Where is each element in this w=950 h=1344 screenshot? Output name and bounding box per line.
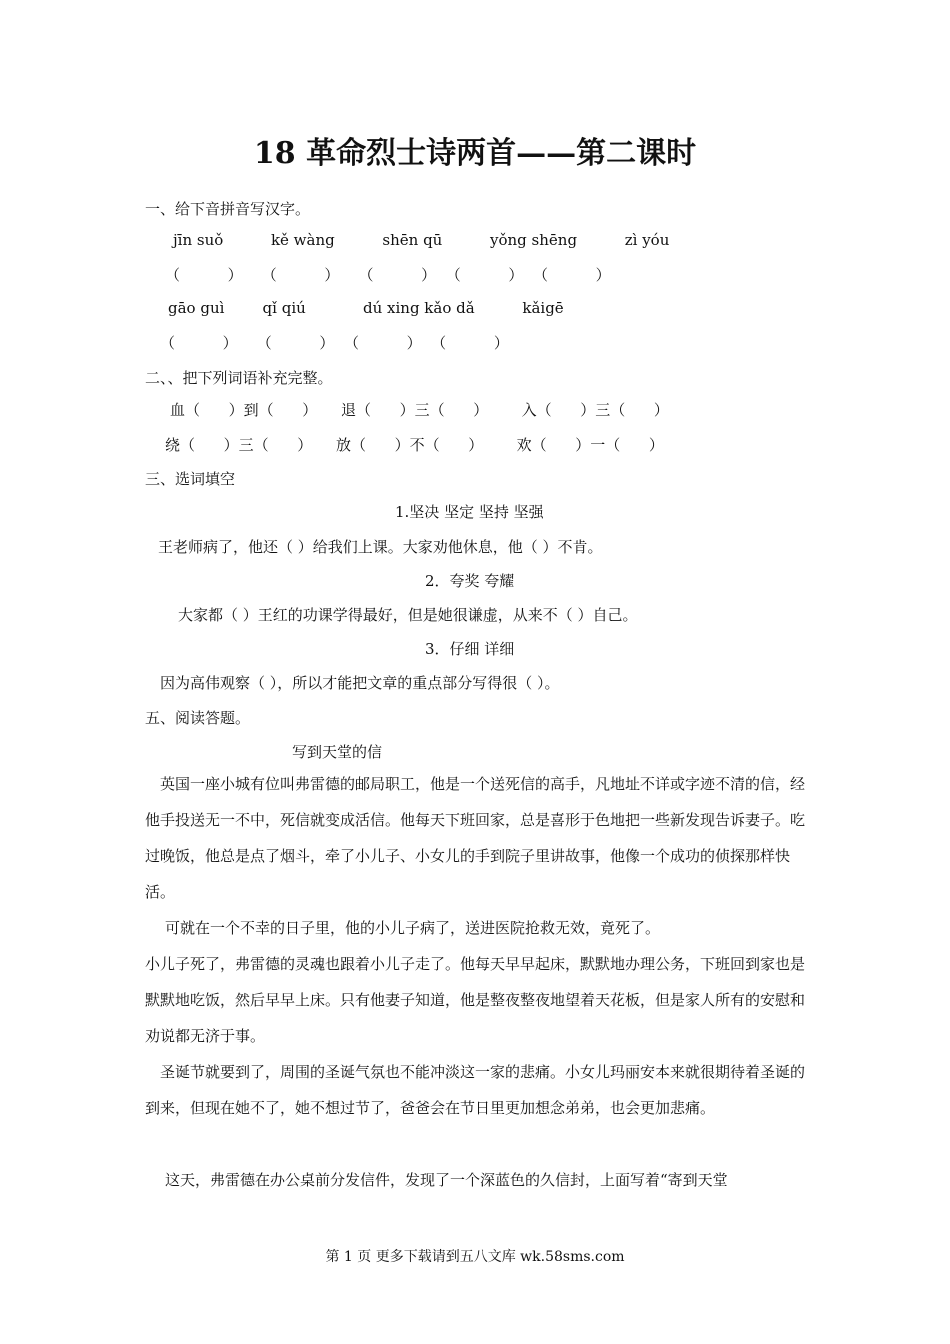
page-title: 18 革命烈士诗两首——第二课时 xyxy=(253,136,697,171)
story-paragraph-3: 小儿子死了，弗雷德的灵魂也跟着小儿子走了。他每天早早起床，默默地办理公务，下班回到家也是默默地吃饭，然后早早上床。只有他妻子知道，他是整夜整夜地望着天花板，但是家人所有的安慰和劝说都无济于事。 xyxy=(145,955,806,1045)
section5-heading: 五、阅读答题。 xyxy=(145,709,251,727)
story-paragraph-5: 这天，弗雷德在办公桌前分发信件，发现了一个深蓝色的久信封，上面写着“寄到天堂 xyxy=(165,1171,728,1189)
story-paragraph-2: 可就在一个不幸的日子里，他的小儿子病了，送进医院抢救无效，竟死了。 xyxy=(165,919,661,937)
q1-text: 王老师病了，他还（ ）给我们上课。大家劝他休息，他（ ）不肯。 xyxy=(158,538,603,556)
blanks-row-1: （ ） （ ） （ ） （ ） （ ） xyxy=(165,266,611,284)
section1-heading: 一、给下音拼音写汉字。 xyxy=(145,200,311,218)
q2-options: 2．夸奖 夸耀 xyxy=(425,572,515,590)
story-title: 写到天堂的信 xyxy=(292,743,383,761)
blanks-row-2: （ ） （ ） （ ） （ ） xyxy=(160,334,509,352)
q2-text: 大家都（ ）王红的功课学得最好，但是她很谦虚，从来不（ ）自己。 xyxy=(178,606,638,624)
q3-text: 因为高伟观察（ ），所以才能把文章的重点部分写得很（ ）。 xyxy=(160,674,560,692)
story-paragraph-1: 英国一座小城有位叫弗雷德的邮局职工，他是一个送死信的高手，凡地址不详或字迹不清的信，经他手投送无一不中，死信就变成活信。他每天下班回家，总是喜形于色地把一些新发现告诉妻子。吃过晚饭，他总是点了烟斗，牵了小儿子、小女儿的手到院子里讲故事，他像一个成功的侦探那样快活。 xyxy=(145,775,806,901)
pinyin-row-2: gāo guì qǐ qiú dú xing kǎo dǎ kǎigē xyxy=(168,299,564,317)
story-paragraph-4: 圣诞节就要到了，周围的圣诞气氛也不能冲淡这一家的悲痛。小女儿玛丽安本来就很期待着圣诞的到来，但现在她不了，她不想过节了，爸爸会在节日里更加想念弟弟，也会更加悲痛。 xyxy=(145,1063,806,1117)
idiom-row-2: 绕（ ）三（ ） 放（ ）不（ ） 欢（ ）一（ ） xyxy=(165,436,664,454)
section3-heading: 三、选词填空 xyxy=(145,470,236,488)
section2-heading: 二、、把下列词语补充完整。 xyxy=(145,369,333,387)
idiom-row-1: 血（ ）到（ ） 退（ ）三（ ） 入（ ）三（ ） xyxy=(170,401,669,419)
q1-options: 1.坚决 坚定 坚持 坚强 xyxy=(395,503,544,521)
pinyin-row-1: jīn suǒ kě wàng shēn qū yǒng shēng zì yóu xyxy=(173,231,670,249)
page-footer: 第 1 页 更多下载请到五八文库 wk.58sms.com xyxy=(325,1249,625,1265)
q3-options: 3．仔细 详细 xyxy=(425,640,515,658)
